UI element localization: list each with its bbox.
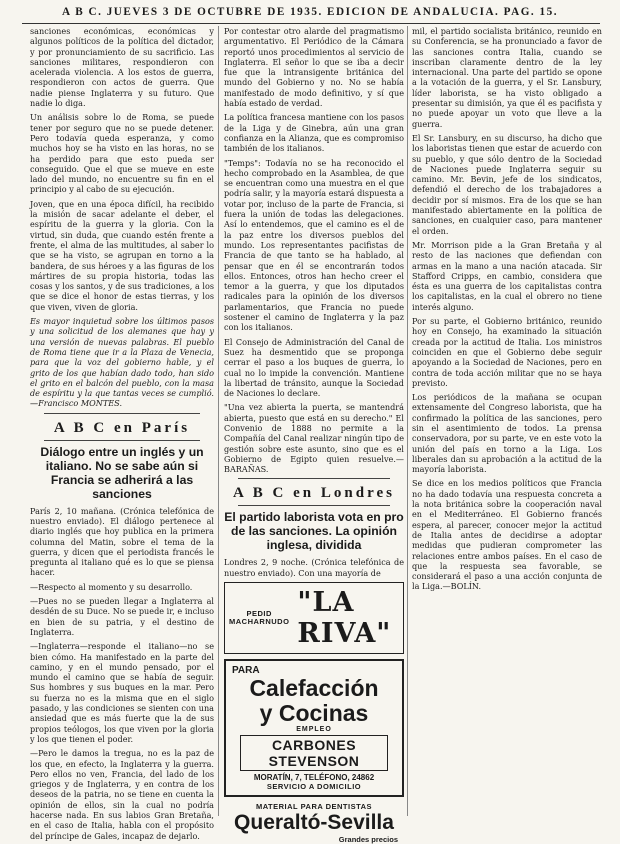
article-paragraph: Londres 2, 9 noche. (Crónica telefónica de nuestro enviado). Con una mayoría de xyxy=(224,557,404,578)
advert-brand: CARBONES STEVENSON xyxy=(240,735,388,771)
article-paragraph: mil, el partido socialista británico, reunido en su Conferencia, se ha pronunciado a favor de las sanciones contra Italia, cuando se inscriban claramente dentro de la ley internacional. Una parte del partido se opone a la votación de la guerra, y el Sr. Lansbury, líder laborista, se ha visto obligado a presentar su dimisión, ya que él es pacifista y no puede apoyar un voto que lleve a la guerra. xyxy=(412,26,602,129)
advert-queralto xyxy=(224,802,404,844)
advert-brand: Queraltó-Sevilla xyxy=(234,811,394,835)
article-paragraph: Joven, que en una época difícil, ha recibido la misión de sacar adelante el deber, el espíritu de la guerra y la gloria. Con la virtud, sin duda, que cuando estén frente a frente, el alma de las multitudes, al saber lo que se ha visto, se agrupan en torno a la bandera, de sus héroes y a las figuras de los mártires de su propia historia, todas las cosas y los santos, y de sus tradiciones, a los que se dice el honor de estas tierras, y los que viven, viven de gloria. xyxy=(30,198,214,312)
advert-foot: Grandes precios xyxy=(338,835,398,844)
article-paragraph: "Temps": Todavía no se ha reconocido el hecho comprobado en la Asamblea, de que se encuentran como una muestra en el que podría salir, y la mayoría estará dispuesta a votar por, incluso de la parte de Francia, si fuera la unión de todas las delegaciones. Así lo entendemos, que el camino es el de la paz entre los diversos pueblos del mundo. Los representantes pacifistas de Francia de que tanto se ha hablado, al pensar que en él se encontrarán todos ellos. Entonces, otros han hecho creer el temor a la guerra, y que los diputados radicales para la opinión de los diversos parlamentarios, que Francia no puede sostener el camino de Inglaterra y la paz con los italianos. xyxy=(224,157,404,333)
article-paragraph: sanciones económicas, económicas y algunos políticos de la política del dictador, y por pronunciamiento de su sacrificio. Las sanciones militares, respondieron con acelerada violencia. A los estos de guerra, respondieron con actos de guerra. Que nadie piense Inglaterra y su futuro. Que nadie lo diga. xyxy=(30,26,214,109)
article-paragraph: —Pero le damos la tregua, no es la paz de los que, en efecto, la Inglaterra y la guerra. Pero ellos no ven, Francia, del lado de los griegos y de Inglaterra, y en contra de los deseos de la patria, no se tiene en cuenta la opinión de ellos, sin la cual no podría hacerse nada. En sus labios Gran Bretaña, en el caso de Italia, habla con el propósito del príncipe de Gales, incapaz de dejarlo. xyxy=(30,748,214,841)
article-paragraph: La política francesa mantiene con los pasos de la Liga y de Ginebra, aún una gran confianza en la Alianza, que es compromiso también de los italianos. xyxy=(224,112,404,154)
column-1 xyxy=(30,26,214,841)
header-rule xyxy=(22,23,600,24)
section-title-londres: A B C en Londres xyxy=(233,485,395,502)
article-paragraph: —Respecto al momento y su desarrollo. xyxy=(30,581,193,592)
section-rule xyxy=(238,505,390,506)
section-rule xyxy=(44,413,200,414)
column-2 xyxy=(224,26,404,844)
article-paragraph: París 2, 10 mañana. (Crónica telefónica de nuestro enviado). El diálogo pertenece al diario inglés que hoy publica en la primera columna del Matin, sobre el tema de la guerra, y dicen que el periodista francés le pregunta al italiano qué es lo que se piensa hacer. xyxy=(30,505,214,578)
section-rule xyxy=(238,478,390,479)
article-paragraph: Por su parte, el Gobierno británico, reunido hoy en Consejo, ha examinado la situación creada por la actitud de Italia. Los ministros coinciden en que el Gobierno debe seguir apoyando a la Sociedad de Naciones, pero en contra de toda acción militar que no se haya previsto. xyxy=(412,316,602,388)
advert-headline: Calefacción xyxy=(249,675,379,702)
advert-top-line: MATERIAL PARA DENTISTAS xyxy=(255,802,373,812)
column-divider xyxy=(218,26,219,816)
article-paragraph: Por contestar otro alarde del pragmatismo argumentativo. El Periódico de la Cámara reportó unos procedimientos al servicio de Inglaterra. El señor lo que se iba a decir fue que la intransigente británica del mundo del Gobierno y no. No se había manifestado de modo definitivo, y sí que había estado de verdad. xyxy=(224,26,404,109)
advert-service: SERVICIO A DOMICILIO xyxy=(266,782,362,792)
article-paragraph: El Sr. Lansbury, en su discurso, ha dicho que los laboristas tienen que estar de acuerdo con su pueblo, y que sólo dentro de la Sociedad de Naciones puede Inglaterra seguir su camino. Mr. Bevin, jefe de los sindicatos, defendió el derecho de los trabajadores a decidir por sí mismos. Era de los que se han manifestado abiertamente en la política de sanciones, en cualquier caso, para mantener el orden. xyxy=(412,132,602,236)
article-paragraph: El Consejo de Administración del Canal de Suez ha desmentido que se proponga cerrar el paso a los buques de guerra, lo cual no lo impide la convención. Mantiene la libertad de tránsito, aunque la Sociedad de Naciones lo declare. xyxy=(224,336,404,399)
article-paragraph: Mr. Morrison pide a la Gran Bretaña y al resto de las naciones que defiendan con armas en la mano a una nación atacada. Sir Stafford Cripps, en cambio, considera que ésta es una guerra de los capitalistas contra los capitalistas, en la cual el obrero no tiene interés alguno. xyxy=(412,239,602,312)
page-header: A B C. JUEVES 3 DE OCTUBRE DE 1935. EDICION DE ANDALUCIA. PAG. 15. xyxy=(62,6,558,18)
advert-headline: y Cocinas xyxy=(259,700,369,727)
article-paragraph: Se dice en los medios políticos que Francia no ha dado todavía una respuesta concreta a la nota británica sobre la cooperación naval en el Mediterráneo. El Gobierno francés espera, al parecer, conocer mejor la actitud de Italia antes de decidirse a adoptar medidas que pudieran comprometer las relaciones entre ambos países. En el caso de que la respuesta sea favorable, se considerará el paso a una acción conjunta de la Liga.—BOLÍN. xyxy=(412,478,602,592)
advert-carbones xyxy=(224,659,404,797)
advert-pretext-line: PEDID xyxy=(246,608,272,618)
column-divider xyxy=(407,26,408,816)
headline-paris: Diálogo entre un inglés y un italiano. No se sabe aún si Francia se adherirá a las sanciones xyxy=(40,444,204,501)
advert-brand: "LA RIVA" xyxy=(297,587,392,650)
column-3 xyxy=(412,26,602,818)
headline-londres: El partido laborista vota en pro de las sanciones. La opinión inglesa, dividida xyxy=(224,510,404,553)
article-paragraph: "Una vez abierta la puerta, se mantendrá abierta, puesto que está en su derecho." El Convenio de 1888 no permite a la Compañía del Canal realizar ningún tipo de gestión sobre este asunto, sino que es el Gobierno de Egipto quien resuelve.—BARAÑAS. xyxy=(224,402,404,475)
advert-pretext-line: MACHARNUDO xyxy=(229,617,290,627)
article-paragraph: Los periódicos de la mañana se ocupan extensamente del Congreso laborista, que ha confirmado la política de las sanciones, pero sin el asentimiento de todos. La prensa conservadora, por su parte, ve en este voto la unión del país en torno a la Liga. Los liberales dan su aprobación a la actitud de la mayoría laborista. xyxy=(412,392,602,475)
advert-empleo: EMPLEO xyxy=(296,726,332,734)
section-title-paris: A B C en París xyxy=(53,419,191,436)
advert-address: MORATÍN, 7, TELÉFONO, 24862 xyxy=(253,773,375,783)
advert-la-riva xyxy=(224,582,404,654)
advert-pretext xyxy=(229,610,289,627)
advert-para: PARA xyxy=(232,665,260,677)
article-paragraph: Un análisis sobre lo de Roma, se puede tener por seguro que no se puede detener. Pero todavía queda esperanza, y como muchos hoy se ha visto en las horas, no se ha perdido para que esto pueda ser conseguido. Que el que se mueve en este lado del mundo, no encuentre su fin en el principio y al cabo de su ejecución. xyxy=(30,112,214,195)
section-rule xyxy=(44,440,200,441)
article-paragraph: —Pues no se pueden llegar a Inglaterra al desdén de su Duce. No se puede ir, e incluso en bien de su patria, y el destino de Inglaterra. xyxy=(30,596,214,637)
article-paragraph: —Inglaterra—responde el italiano—no se bien cómo. Ha manifestado en la parte del camino, y en el mundo pensado, por el mundo el camino que se había de seguir. Sus hombres y sus buques en la mar. Pero su fuerza no es la misma que en el siglo pasado, y las condiciones se sienten con una ansiedad que es más fuerte que la de sus propios teólogos, los que viven por la gloria y los que tienen el poder. xyxy=(30,641,214,744)
article-paragraph: Es mayor inquietud sobre los últimos pasos y una solicitud de los alemanes que hay y una versión de nuevas palabras. El pueblo de Roma tiene que ir a la Plaza de Venecia, para que la voz del gobierno hable, y el grito de los que habían dado todo, han sido el grito en el balcón del pueblo, con la masa de espíritu y la que tantas veces se cumplió.—Francisco MONTES. xyxy=(30,316,214,409)
